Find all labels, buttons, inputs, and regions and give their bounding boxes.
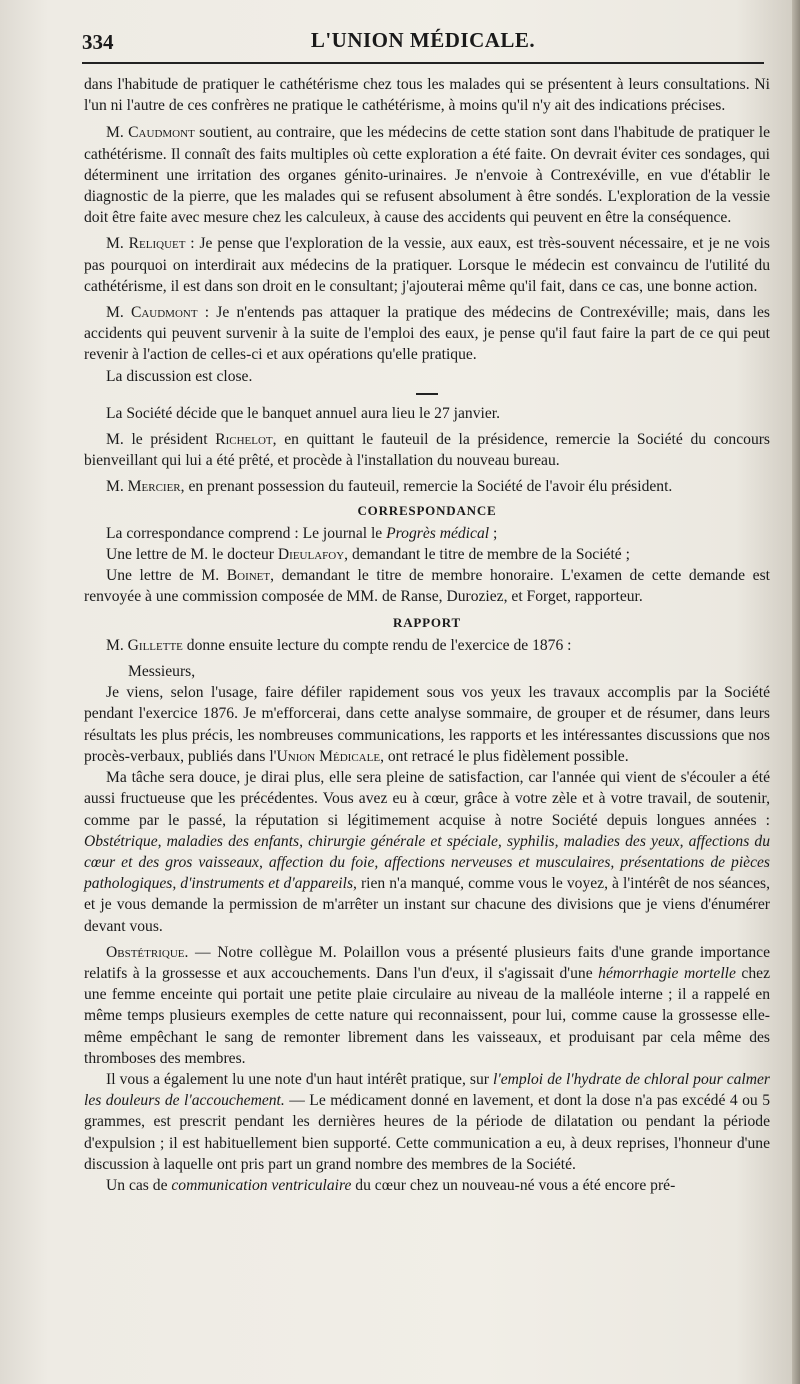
speaker-name: M. Reliquet [106, 235, 186, 253]
section-heading-rapport: RAPPORT [393, 614, 461, 630]
paragraph: La Société décide que le banquet annuel aura lieu le 27 janvier. [106, 404, 501, 422]
paragraph: La discussion est close. [106, 367, 253, 385]
speaker-name: M. Gillette [106, 636, 183, 654]
speaker-name: M. Mercier [106, 478, 181, 496]
paragraph: M. Mercier, en prenant possession du fauteuil, remercie la Société de l'avoir élu président. [106, 478, 673, 496]
paragraph: Je viens, selon l'usage, faire défiler rapidement sous vos yeux les travaux accomplis par la Société pendant l'exercice 1876. Je m'efforcerai, dans cette analyse sommaire, de grouper et de résumer, dans leurs résultats les plus précis, les nombreuses communications, les rapports et les intéressantes discussions que nos procès-verbaux, publiés dans l'Union Médicale, ont retracé le plus fidèlement possible. [84, 684, 770, 765]
paragraph: Il vous a également lu une note d'un haut intérêt pratique, sur l'emploi de l'hydrate de chloral pour calmer les douleurs de l'accouchement. — Le médicament donné en lavement, et dont la dose n'a pas excédé 4 ou 5 grammes, est prescrit pendant les dernières heures de la période de dilatation ou pendant la période d'expulsion ; il est habituellement bien supporté. Cette communication a eu, à deux reprises, l'honneur d'une discussion à laquelle ont pris part un grand nombre des membres de la Société. [84, 1070, 770, 1173]
page-spine-shadow [792, 0, 800, 1384]
paragraph: Une lettre de M. le docteur Dieulafoy, demandant le titre de membre de la Société ; [106, 546, 630, 564]
speaker-name: M. Caudmont [106, 124, 195, 142]
topics-list: Obstétrique, maladies des enfants, chirurgie générale et spéciale, syphilis, maladies des yeux, affections du cœur et des gros vaisseaux, affection du foie, affections nerveuses et musculaires, présentations de pièces pathologiques, d'instruments et d'appareils [84, 832, 770, 893]
running-title: L'UNION MÉDICALE. [310, 28, 536, 52]
paragraph: M. le président Richelot, en quittant le fauteuil de la présidence, remercie la Société du concours bienveillant qui lui a été prêté, et procède à l'installation du nouveau bureau. [84, 431, 770, 470]
page-body [84, 74, 770, 1196]
paragraph: Un cas de communication ventriculaire du cœur chez un nouveau-né vous a été encore pré- [106, 1176, 676, 1194]
subsection-heading-obstetrique: Obstétrique. [106, 943, 189, 961]
speaker-name: M. Caudmont [106, 304, 198, 322]
journal-name: Union Médicale [276, 747, 381, 765]
person-name: Boinet [226, 567, 271, 585]
page-header [82, 22, 764, 64]
paragraph: dans l'habitude de pratiquer le cathétérisme chez tous les malades qui se présentent à leurs consultations. Ni l'un ni l'autre de ces confrères ne pratique le cathétérisme, à moins qu'il n'y ait des indications précises. [84, 76, 770, 115]
paragraph: Messieurs, [128, 663, 196, 681]
paragraph: M. Reliquet : Je pense que l'exploration de la vessie, aux eaux, est très-souvent nécessaire, et je ne vois pas pourquoi on interdirait aux médecins de la pratiquer. Lorsque le médecin est convaincu de l'utilité du cathétérisme, il est dans son droit en le consultant; j'ajouterai même qu'il fait, dans ce cas, une bonne action. [84, 235, 770, 295]
section-divider [416, 393, 438, 395]
paragraph: M. Caudmont soutient, au contraire, que les médecins de cette station sont dans l'habitude de pratiquer le cathétérisme. Il connaît des faits multiples où cette exploration a été faite. On devrait éviter ces sondages, qui déterminent une irritation des organes génito-urinaires. Je n'envoie à Contrexéville, en vue d'établir le diagnostic de la pierre, que les malades qui se refusent absolument à être sondés. L'exploration de la vessie doit être faite avec mesure chez les calculeux, à cause des accidents qui peuvent en être la conséquence. [84, 124, 770, 227]
page-number: 334 [82, 30, 114, 54]
person-name: Dieulafoy [277, 546, 345, 564]
section-heading-correspondance: CORRESPONDANCE [357, 502, 497, 518]
paragraph: M. Caudmont : Je n'entends pas attaquer la pratique des médecins de Contrexéville; mais, dans les accidents qui peuvent survenir à la suite de l'emploi des eaux, je pense qu'il faut faire la part de ce qui peut revenir à l'action de celles-ci et aux opérations qu'elle pratique. [84, 304, 770, 364]
paragraph: Ma tâche sera douce, je dirai plus, elle sera pleine de satisfaction, car l'année qui vient de s'écouler a été aussi fructueuse que les précédentes. Vous avez eu à cœur, grâce à votre zèle et à votre travail, de soutenir, comme par le passé, la réputation si légitimement acquise à notre Société depuis longues années : Obstétrique, maladies des enfants, chirurgie générale et spéciale, syphilis, maladies des yeux, affections du cœur et des gros vaisseaux, affection du foie, affections nerveuses et musculaires, présentations de pièces pathologiques, d'instruments et d'appareils, rien n'a manqué, comme vous le voyez, à l'intérêt de nos séances, et je vous demande la permission de m'arrêter un instant sur chacune des divisions que je viens d'énumérer devant vous. [84, 769, 770, 935]
paragraph: La correspondance comprend : Le journal le Progrès médical ; [106, 524, 498, 542]
speaker-name: Richelot [215, 431, 273, 449]
paragraph: Une lettre de M. Boinet, demandant le titre de membre honoraire. L'examen de cette demande est renvoyée à une commission composée de MM. de Ranse, Duroziez, et Forget, rapporteur. [84, 567, 770, 606]
paragraph: Obstétrique. — Notre collègue M. Polaillon vous a présenté plusieurs faits d'une grande importance relatifs à la grossesse et aux accouchements. Dans l'un d'eux, il s'agissait d'une hémorrhagie mortelle chez une femme enceinte qui portait une petite plaie circulaire au niveau de la malléole interne ; il a rappelé en même temps plusieurs exemples de cette nature qui reconnaissent, pour lui, comme cause la grossesse elle-même empêchant le sang de remonter librement dans les vaisseaux, et produisant par cela même des thromboses des membres. [84, 943, 770, 1067]
paragraph: M. Gillette donne ensuite lecture du compte rendu de l'exercice de 1876 : [106, 636, 572, 654]
